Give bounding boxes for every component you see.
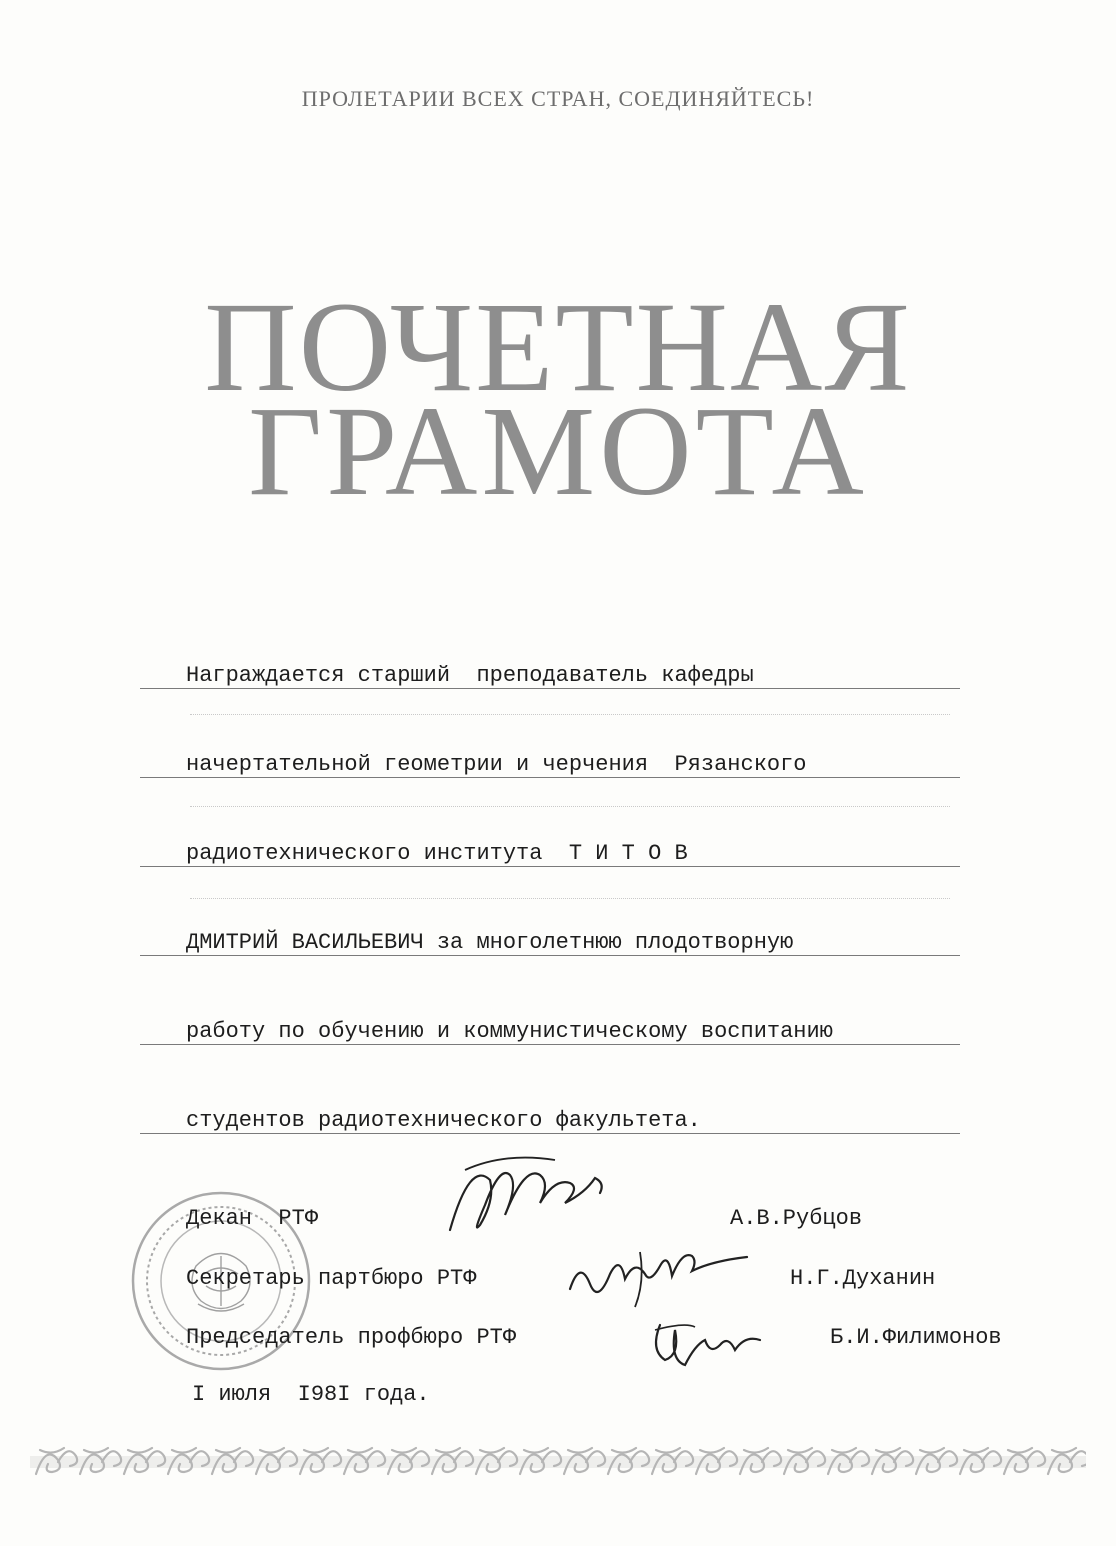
handwritten-signature-party-secretary [560,1244,760,1314]
handwritten-signature-union-chairman [640,1310,770,1380]
signature-name-party-secretary: Н.Г.Духанин [790,1266,936,1291]
certificate-title-line2: ГРАМОТА [248,380,868,522]
body-line-6: студентов радиотехнического факультета. [186,1108,701,1133]
rule-line [140,1044,960,1045]
rule-line [140,777,960,778]
rule-line [140,866,960,867]
signature-name-dean: А.В.Рубцов [730,1206,863,1231]
body-line-4: ДМИТРИЙ ВАСИЛЬЕВИЧ за многолетнюю плодотворную [186,930,794,955]
ornamental-border [30,1436,1086,1488]
rule-line [140,955,960,956]
body-line-2: начертательной геометрии и черчения Рязанского [186,752,807,777]
signature-name-union-chairman: Б.И.Филимонов [830,1325,1002,1350]
signature-role-dean: Декан РТФ [186,1206,319,1231]
body-line-1: Награждается старший преподаватель кафедры [186,663,754,688]
rule-line [140,688,960,689]
handwritten-signature-dean [440,1150,650,1250]
body-line-5: работу по обучению и коммунистическому воспитанию [186,1019,833,1044]
slogan: ПРОЛЕТАРИИ ВСЕХ СТРАН, СОЕДИНЯЙТЕСЬ! [301,86,815,111]
issue-date: I июля I98I года. [192,1382,430,1407]
body-line-3: радиотехнического института Т И Т О В [186,841,688,866]
signature-role-party-secretary: Секретарь партбюро РТФ [186,1266,477,1291]
guide-line [190,898,950,899]
guide-line [190,806,950,807]
guide-line [190,714,950,715]
certificate-title-line1: ПОЧЕТНАЯ [204,276,912,418]
signature-role-union-chairman: Председатель профбюро РТФ [186,1325,517,1350]
rule-line [140,1133,960,1134]
